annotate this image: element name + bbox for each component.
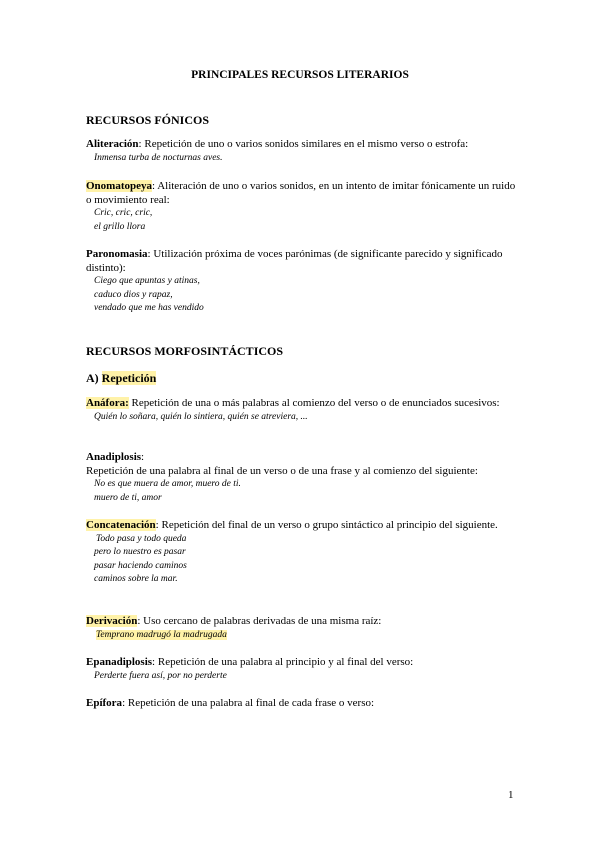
definition-derivacion: : Uso cercano de palabras derivadas de una misma raíz:	[137, 615, 382, 627]
section-heading-fonicos: RECURSOS FÓNICOS	[86, 113, 210, 127]
term-anafora: Anáfora:	[86, 397, 129, 409]
example-line: caduco dios y rapaz,	[94, 289, 173, 300]
example-line: Cric, cric, cric,	[94, 208, 153, 218]
example-line: Todo pasa y todo queda	[96, 533, 187, 544]
section-heading-morfosintacticos: RECURSOS MORFOSINTÁCTICOS	[86, 344, 284, 358]
subheading-prefix: A)	[86, 371, 102, 385]
subheading-term: Repetición	[101, 371, 157, 385]
example-line: caminos sobre la mar.	[94, 574, 178, 584]
term-concatenacion: Concatenación	[86, 519, 156, 531]
entry-anadiplosis	[86, 451, 516, 505]
term-epanadiplosis: Epanadiplosis	[86, 656, 153, 668]
definition-anafora: Repetición de una o más palabras al comienzo del verso o de enunciados sucesivos:	[128, 397, 500, 409]
definition-epifora: : Repetición de una palabra al final de cada frase o verso:	[122, 697, 375, 709]
example-line: muero de ti, amor	[94, 492, 162, 503]
definition-epanadiplosis: : Repetición de una palabra al principio y al final del verso:	[152, 656, 414, 668]
entry-onomatopeya	[86, 180, 516, 234]
example-highlight: Temprano madrugó la madrugada	[96, 629, 227, 640]
entry-epanadiplosis	[86, 656, 516, 683]
example-line: el grillo llora	[94, 221, 146, 232]
term-derivacion: Derivación	[86, 615, 138, 627]
example-line: No es que muera de amor, muero de ti.	[94, 479, 241, 489]
example-line: vendado que me has vendido	[94, 303, 204, 313]
entry-anafora	[86, 397, 516, 424]
entry-paronomasia	[86, 248, 516, 316]
definition-anadiplosis: Repetición de una palabra al final de un verso o de una frase y al comienzo del siguiente:	[86, 464, 478, 477]
entry-concatenacion	[86, 519, 516, 587]
page-title: PRINCIPALES RECURSOS LITERARIOS	[191, 69, 409, 81]
example-line: Inmensa turba de nocturnas aves.	[94, 152, 223, 163]
example-line: pasar haciendo caminos	[94, 560, 187, 571]
definition-paronomasia: : Utilización próxima de voces parónimas (de significante parecido y significado distinto):	[86, 248, 503, 274]
term-aliteracion: Aliteración	[86, 138, 139, 150]
term-paronomasia: Paronomasia	[86, 248, 148, 260]
page-number: 1	[508, 789, 514, 801]
term-epifora: Epífora	[86, 697, 123, 709]
example-line: Quién lo soñara, quién lo sintiera, quién se atreviera, ...	[94, 411, 308, 422]
example-line: Perderte fuera así, por no perderte	[94, 670, 227, 681]
entry-derivacion	[86, 615, 516, 642]
example-line	[86, 629, 516, 643]
entry-aliteracion	[86, 138, 516, 165]
definition-concatenacion: : Repetición del final de un verso o grupo sintáctico al principio del siguiente.	[155, 519, 498, 531]
term-anadiplosis: Anadiplosis	[86, 451, 142, 463]
definition-anadiplosis-colon: :	[141, 451, 145, 463]
example-line: Ciego que apuntas y atinas,	[94, 276, 200, 286]
term-onomatopeya: Onomatopeya	[86, 180, 152, 192]
definition-aliteracion: : Repetición de uno o varios sonidos similares en el mismo verso o estrofa:	[138, 138, 469, 150]
entry-epifora	[86, 697, 516, 711]
definition-onomatopeya: : Aliteración de uno o varios sonidos, en un intento de imitar fónicamente un ruido o movimiento real:	[86, 180, 516, 206]
example-line: pero lo nuestro es pasar	[94, 547, 186, 557]
subheading-repeticion	[86, 371, 156, 386]
